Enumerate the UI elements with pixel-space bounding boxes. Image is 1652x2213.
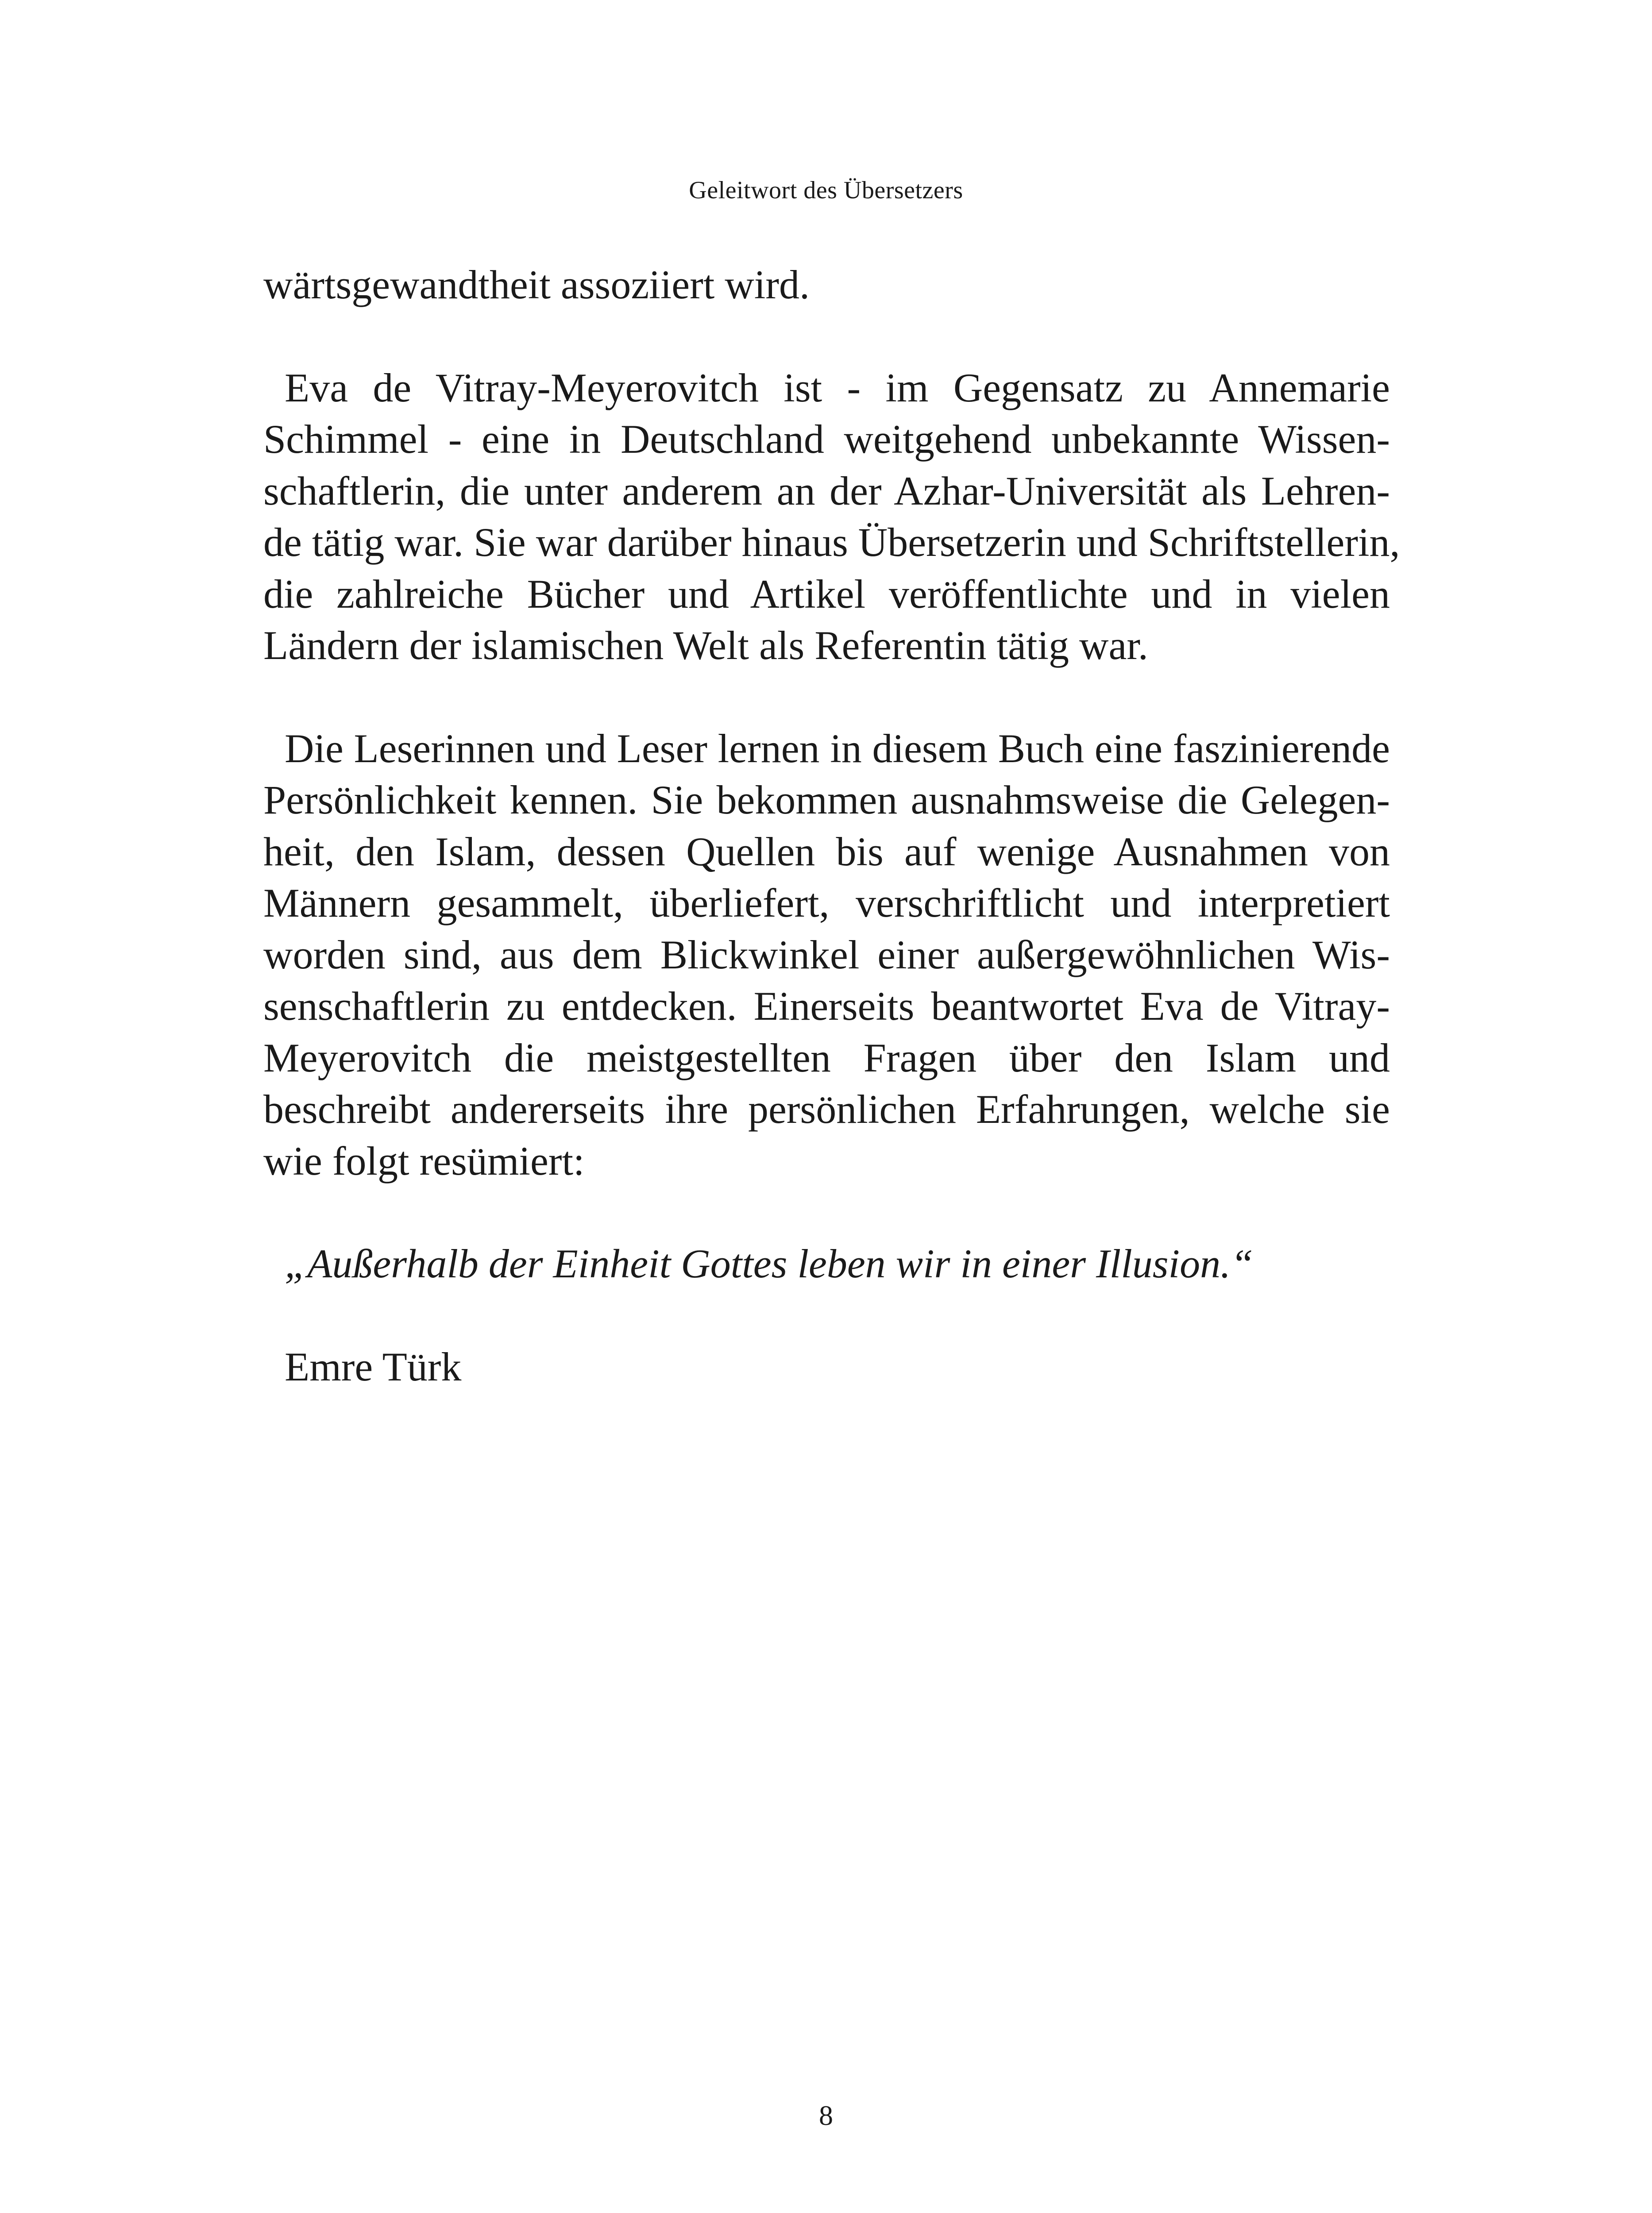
text-line: senschaftlerin zu entdecken. Einerseits beantwortet Eva de Vitray- — [263, 983, 1390, 1029]
text-line: Schimmel - eine in Deutschland weitgehend unbekannte Wissen- — [263, 416, 1390, 462]
quote-paragraph — [263, 1238, 1390, 1290]
body-text — [263, 259, 1400, 1392]
text-line: Persönlichkeit kennen. Sie bekommen ausnahmsweise die Gelegen- — [263, 777, 1390, 822]
text-line: die zahlreiche Bücher und Artikel veröffentlichte und in vielen — [263, 571, 1390, 617]
text-line: Ländern der islamischen Welt als Referentin tätig war. — [263, 623, 1148, 668]
signature: Emre Türk — [285, 1344, 462, 1389]
text-line: beschreibt andererseits ihre persönlichen Erfahrungen, welche sie — [263, 1087, 1390, 1132]
running-header: Geleitwort des Übersetzers — [689, 177, 963, 204]
text-line: Eva de Vitray-Meyerovitch ist - im Gegensatz zu Annemarie — [285, 365, 1390, 410]
paragraph-2 — [263, 362, 1400, 671]
paragraph-1 — [263, 259, 1390, 311]
text-line: de tätig war. Sie war darüber hinaus Übersetzerin und Schriftstellerin, — [263, 520, 1400, 565]
text-line: Männern gesammelt, überliefert, verschriftlicht und interpretiert — [263, 880, 1390, 925]
quote: „Außerhalb der Einheit Gottes leben wir in einer Illusion.“ — [285, 1241, 1254, 1286]
signature-paragraph — [263, 1341, 1390, 1393]
text-line: Meyerovitch die meistgestellten Fragen über den Islam und — [263, 1035, 1390, 1080]
text-line: wie folgt resümiert: — [263, 1138, 585, 1184]
text-line: wärtsgewandtheit assoziiert wird. — [263, 262, 810, 307]
text-line: schaftlerin, die unter anderem an der Azhar-Universität als Lehren- — [263, 468, 1390, 513]
text-line: worden sind, aus dem Blickwinkel einer außergewöhnlichen Wis- — [263, 932, 1390, 977]
page-number: 8 — [819, 2100, 833, 2131]
paragraph-3 — [263, 723, 1390, 1187]
text-line: heit, den Islam, dessen Quellen bis auf wenige Ausnahmen von — [263, 829, 1390, 874]
text-line: Die Leserinnen und Leser lernen in diesem Buch eine faszinierende — [285, 725, 1390, 771]
